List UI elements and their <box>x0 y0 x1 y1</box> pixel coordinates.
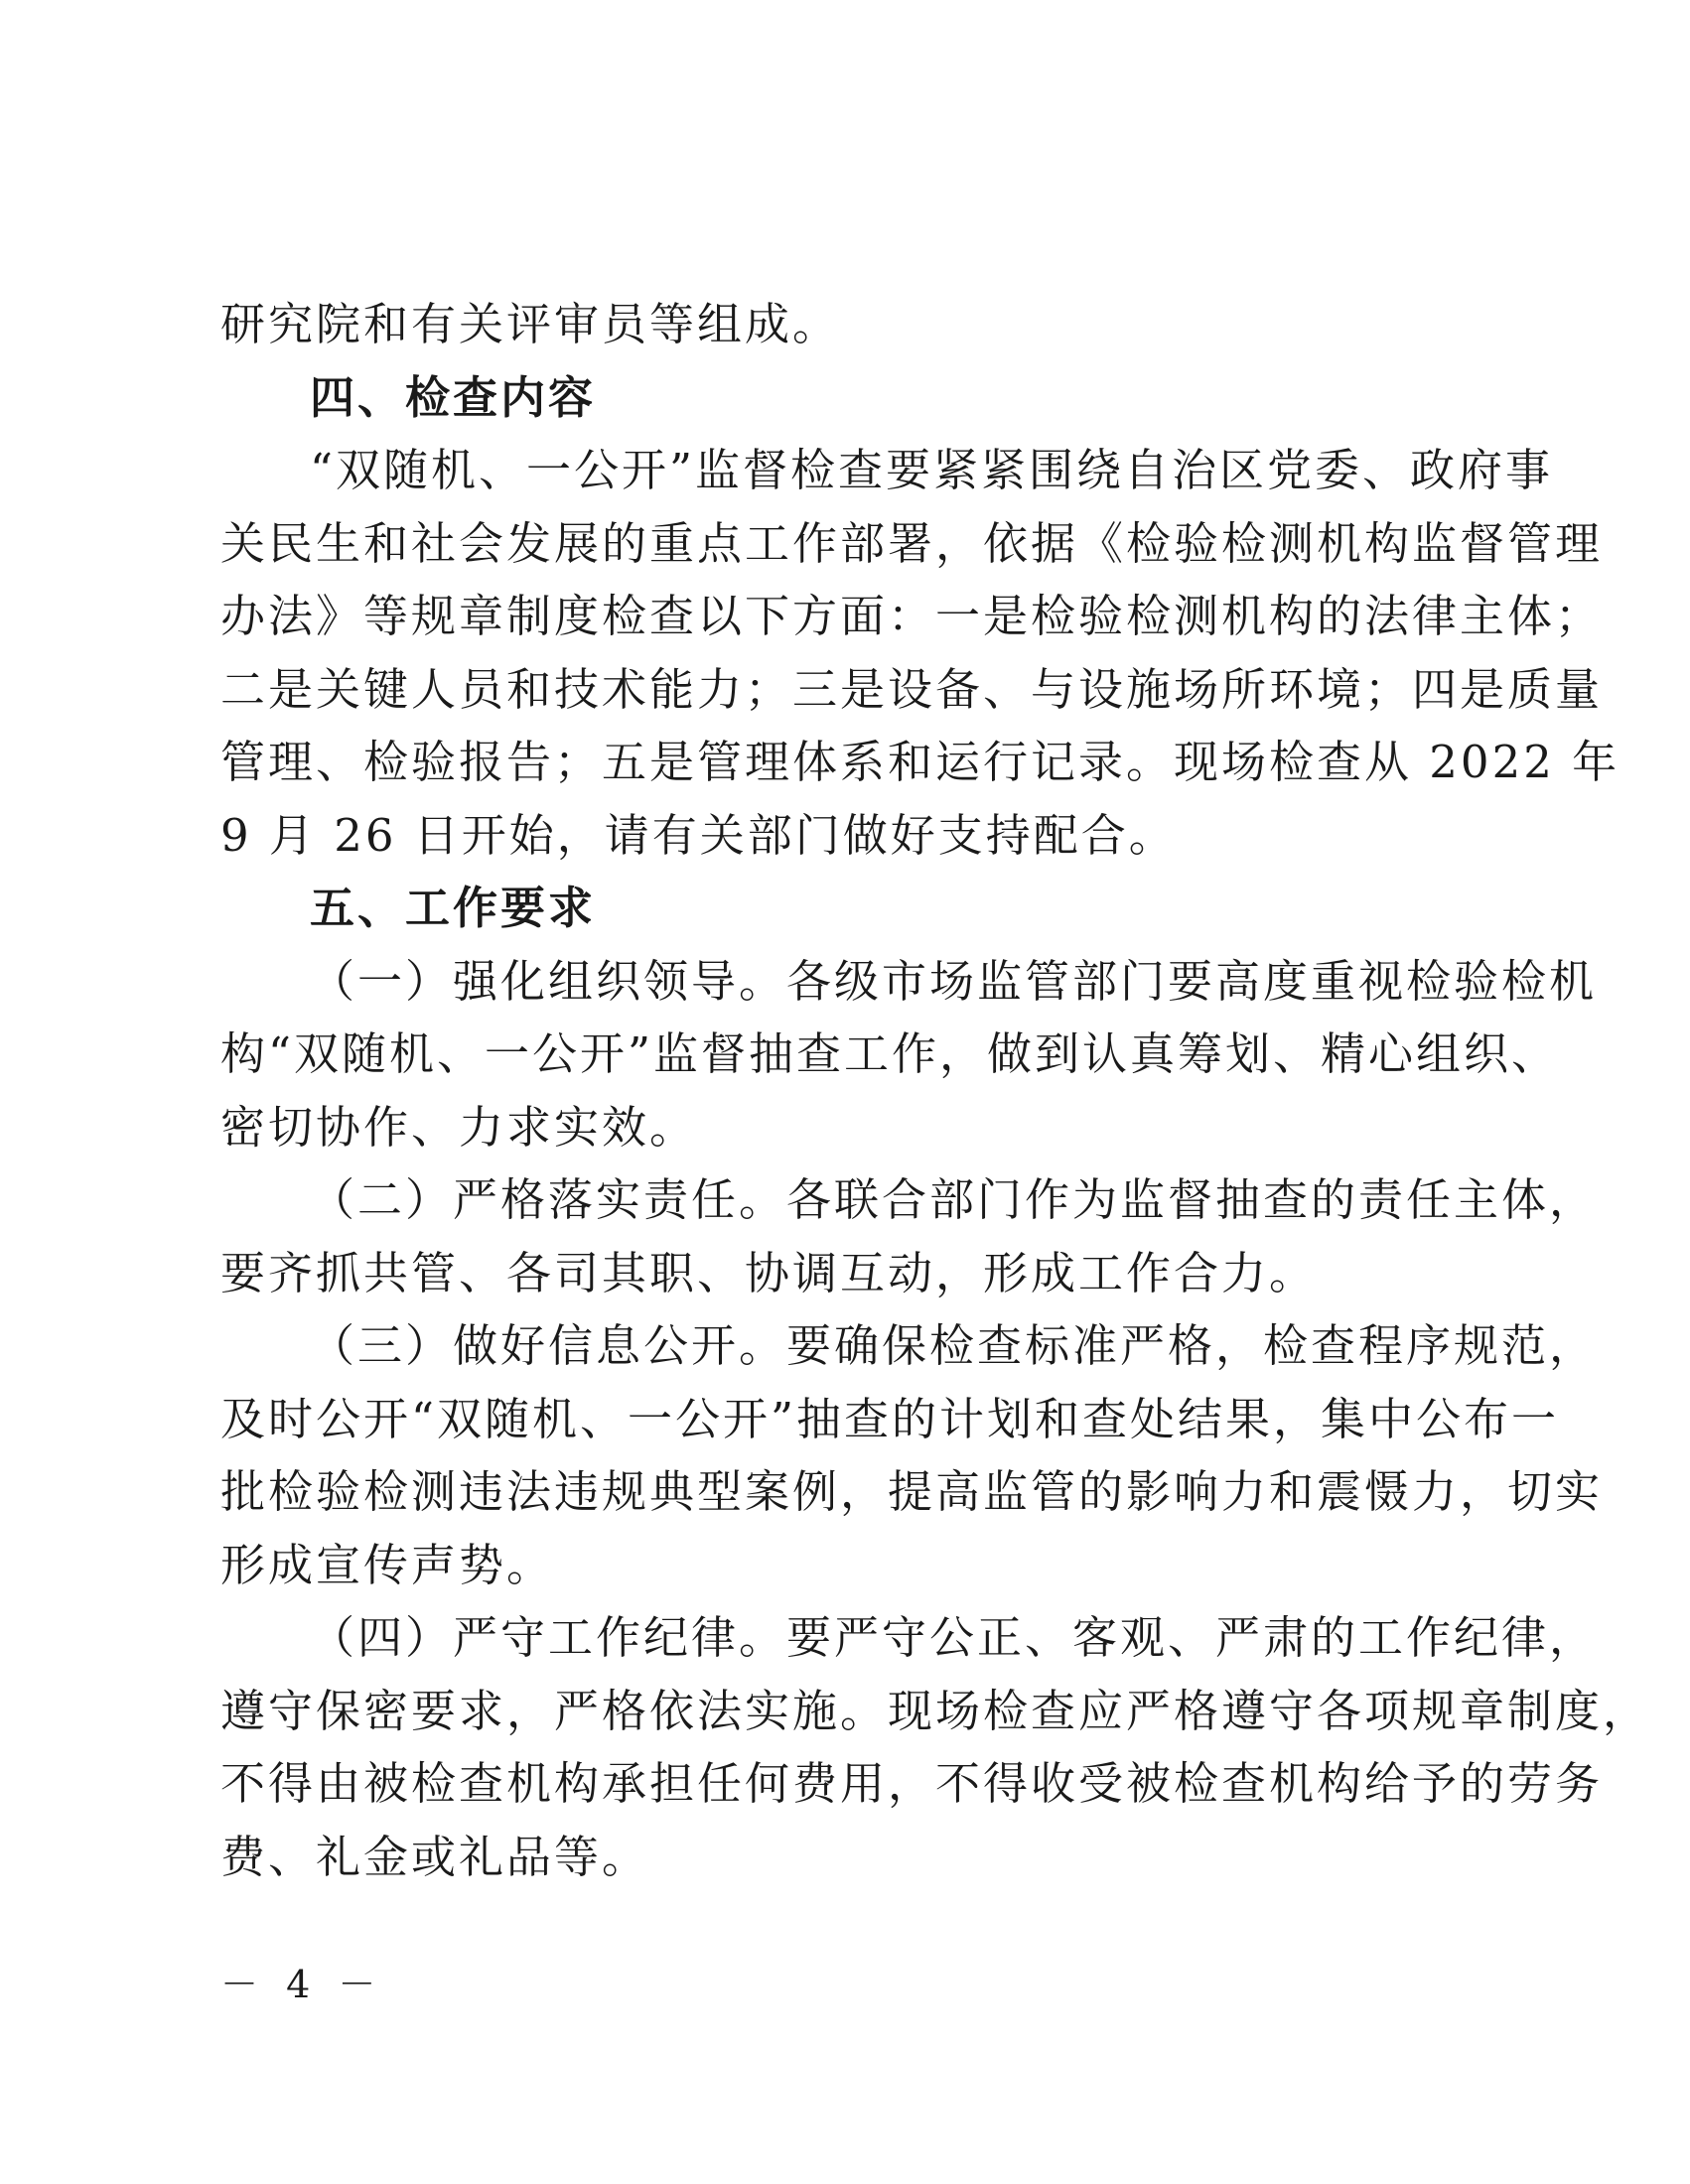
text-line-3: “双随机、一公开”监督检查要紧紧围绕自治区党委、政府事 <box>310 444 1554 496</box>
text-line-8: 9 月 26 日开始，请有关部门做好支持配合。 <box>220 808 1177 862</box>
page-number: － 4 － <box>220 1963 384 2006</box>
text-line-10: （一）强化组织领导。各级市场监管部门要高度重视检验检机 <box>310 954 1598 1008</box>
text-line-15: （三）做好信息公开。要确保检查标准严格，检查程序规范， <box>310 1319 1598 1372</box>
text-line-12: 密切协作、力求实效。 <box>220 1100 698 1154</box>
text-line-11: 构“双随机、一公开”监督抽查工作，做到认真筹划、精心组织、 <box>220 1027 1560 1080</box>
text-line-4: 关民生和社会发展的重点工作部署，依据《检验检测机构监督管理 <box>220 516 1604 570</box>
text-line-16: 及时公开“双随机、一公开”抽查的计划和查处结果，集中公布一 <box>220 1392 1560 1445</box>
text-line-7: 管理、检验报告；五是管理体系和运行记录。现场检查从 2022 年 <box>220 736 1620 788</box>
section-heading-4: 四、检查内容 <box>310 370 597 424</box>
text-line-19: （四）严守工作纪律。要严守公正、客观、严肃的工作纪律， <box>310 1611 1598 1664</box>
text-line-22: 费、礼金或礼品等。 <box>220 1830 650 1883</box>
text-line-5: 办法》等规章制度检查以下方面：一是检验检测机构的法律主体； <box>220 590 1604 642</box>
text-line-17: 批检验检测违法违规典型案例，提高监管的影响力和震慑力，切实 <box>220 1465 1604 1518</box>
section-heading-5: 五、工作要求 <box>310 882 597 934</box>
text-line-6: 二是关键人员和技术能力；三是设备、与设施场所环境；四是质量 <box>220 662 1604 716</box>
text-line-18: 形成宣传声势。 <box>220 1538 555 1591</box>
text-line-21: 不得由被检查机构承担任何费用，不得收受被检查机构给予的劳务 <box>220 1757 1604 1810</box>
text-line-20: 遵守保密要求，严格依法实施。现场检查应严格遵守各项规章制度， <box>220 1684 1651 1737</box>
text-line-13: （二）严格落实责任。各联合部门作为监督抽查的责任主体， <box>310 1173 1598 1226</box>
document-body <box>220 288 1651 1893</box>
text-line-14: 要齐抓共管、各司其职、协调互动，形成工作合力。 <box>220 1246 1318 1299</box>
text-line-1: 研究院和有关评审员等组成。 <box>220 298 841 350</box>
